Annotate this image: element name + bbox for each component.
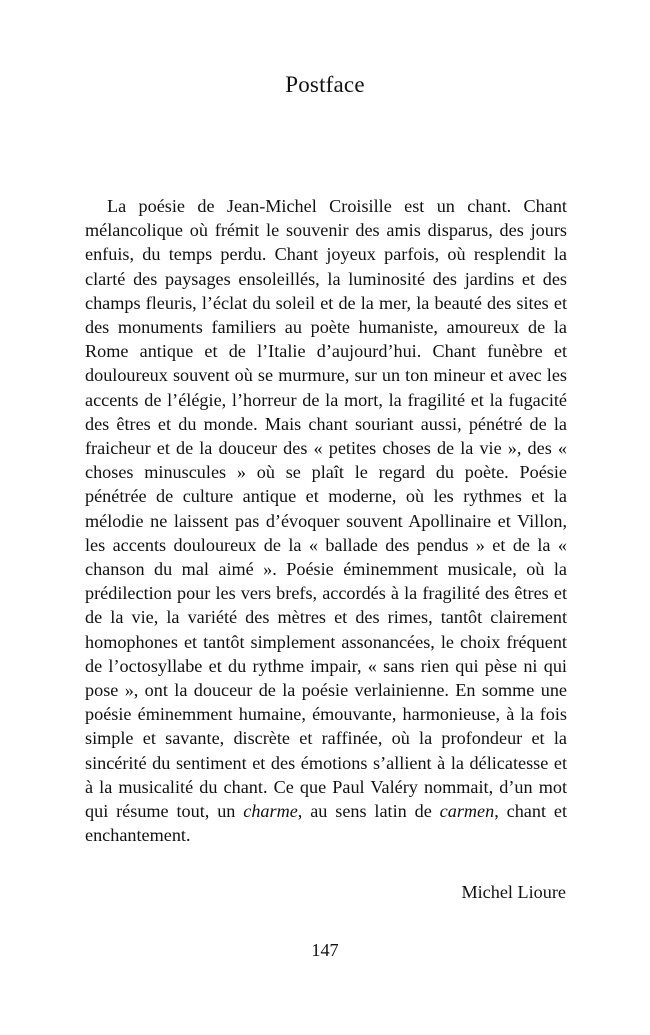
italic-word-carmen: carmen bbox=[439, 801, 495, 822]
paragraph-text-part3: , chant et enchantement. bbox=[85, 801, 567, 846]
page-number: 147 bbox=[311, 940, 339, 960]
body-paragraph bbox=[85, 194, 567, 847]
paragraph-text-part1: La poésie de Jean-Michel Croisille est un chant. Chant mélancolique où frémit le souvenir des amis disparus, des jours enfuis, du temps perdu. Chant joyeux parfois, où resplendit la clarté des paysages ensoleillés, la luminosité des jardins et des champs fleuris, l’éclat du soleil et de la mer, la beauté des sites et des monuments familiers au poète humaniste, amoureux de la Rome antique et de l’Italie d’aujourd’hui. Chant funèbre et douloureux souvent où se murmure, sur un ton mineur et avec les accents de l’élégie, l’horreur de la mort, la fragilité et la fugacité des êtres et du monde. Mais chant souriant aussi, pénétré de la fraicheur et de la douceur des « petites choses de la vie », des « choses minuscules » où se plaît le regard du poète. Poésie pénétrée de culture antique et moderne, où les rythmes et la mélodie ne laissent pas d’évoquer souvent Apollinaire et Villon, les accents douloureux de la « ballade des pendus » et de la « chanson du mal aimé ». Poésie éminemment musicale, où la prédilection pour les vers brefs, accordés à la fragilité des êtres et de la vie, la variété des mètres et des rimes, tantôt clairement homophones et tantôt simplement assonancées, le choix fréquent de l’octosyllabe et du rythme impair, « sans rien qui pèse ni qui pose », ont la douceur de la poésie verlainienne. En somme une poésie éminemment humaine, émouvante, harmonieuse, à la fois simple et savante, discrète et raffinée, où la profondeur et la sincérité du sentiment et des émotions s’allient à la délicatesse et à la musicalité du chant. Ce que Paul Valéry nommait, d’un mot qui résume tout, un bbox=[85, 196, 567, 822]
page-title: Postface bbox=[285, 72, 365, 97]
paragraph-text-part2: , au sens latin de bbox=[297, 801, 440, 822]
author-signature: Michel Lioure bbox=[461, 882, 566, 902]
italic-word-charme: charme bbox=[243, 801, 298, 822]
